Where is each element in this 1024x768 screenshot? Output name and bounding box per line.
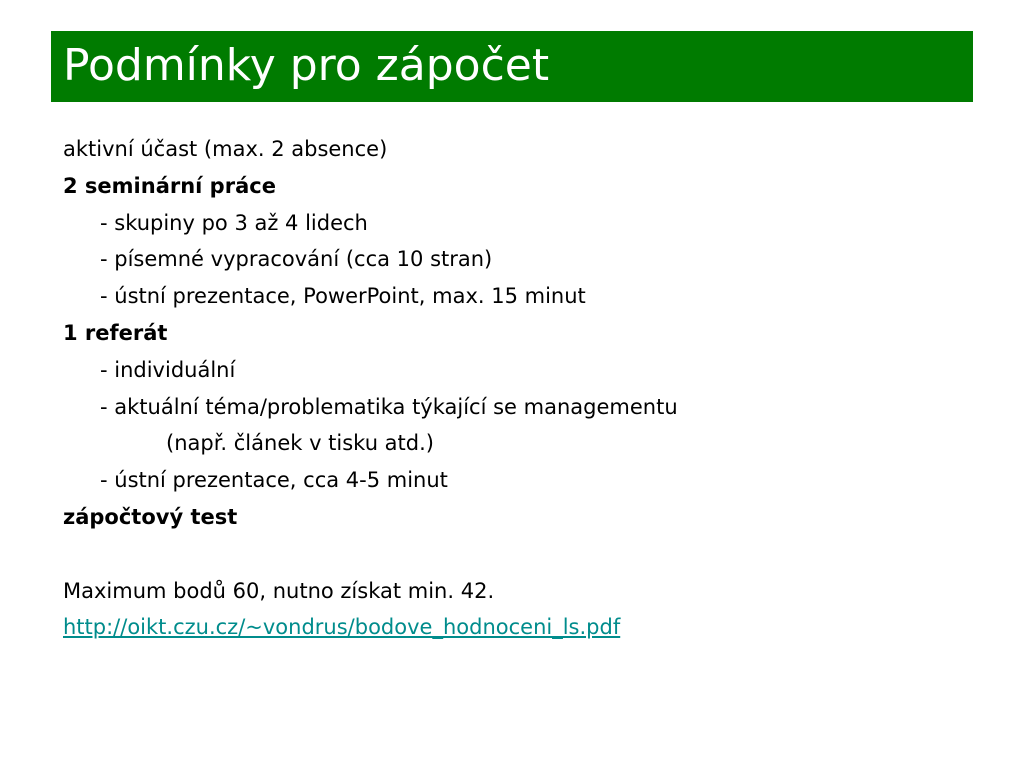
seminar-written-item: - písemné vypracování (cca 10 stran) [100, 247, 493, 272]
slide-title: Podmínky pro zápočet [63, 40, 550, 91]
spacer [63, 536, 963, 573]
attendance-line: aktivní účast (max. 2 absence) [63, 137, 388, 161]
report-topic-item: - aktuální téma/problematika týkající se managementu [100, 394, 678, 419]
seminar-work-heading: 2 seminární práce [63, 173, 276, 198]
slide-body [63, 131, 963, 646]
points-summary: Maximum bodů 60, nutno získat min. 42. [63, 578, 495, 603]
report-individual-item: - individuální [100, 357, 236, 382]
link-line [63, 609, 963, 646]
seminar-presentation-item: - ústní prezentace, PowerPoint, max. 15 minut [100, 284, 586, 309]
seminar-groups-item: - skupiny po 3 až 4 lidech [100, 210, 368, 235]
credit-test-heading: zápočtový test [63, 504, 238, 529]
title-bar [51, 31, 973, 102]
report-presentation-item: - ústní prezentace, cca 4-5 minut [100, 468, 448, 493]
report-heading: 1 referát [63, 320, 168, 345]
report-topic-example: (např. článek v tisku atd.) [166, 431, 434, 456]
scoring-pdf-link[interactable]: http://oikt.czu.cz/~vondrus/bodove_hodnoceni_ls.pdf [63, 615, 621, 640]
